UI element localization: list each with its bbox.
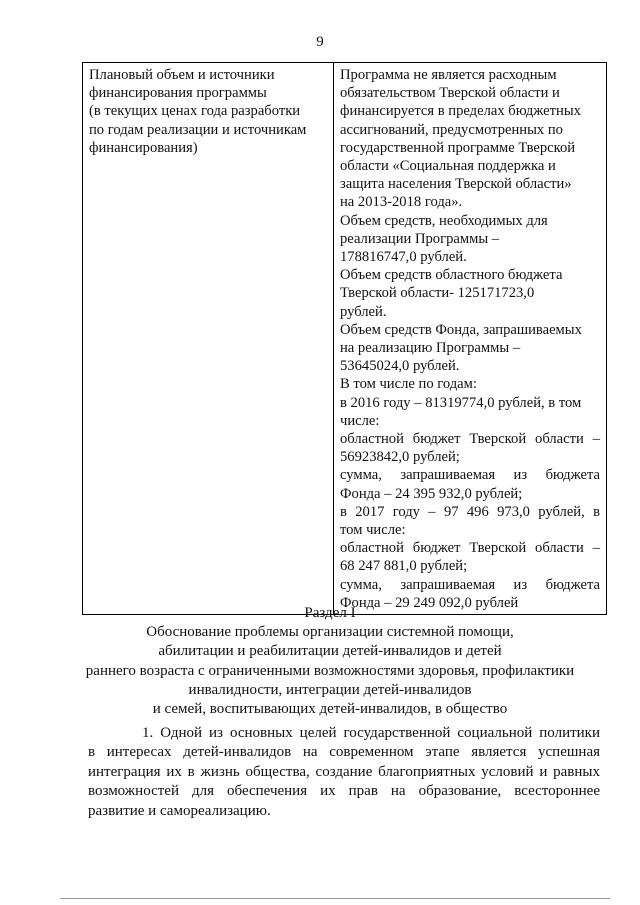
section-subtitle-line: и семей, воспитывающих детей-инвалидов, в общество	[152, 701, 508, 718]
value-line: Объем средств Фонда, запрашиваемых	[340, 321, 582, 338]
value-line: В том числе по годам:	[340, 376, 477, 393]
value-line: Программа не является расходным	[340, 67, 557, 83]
value-line: в 2016 году – 81319774,0 рублей, в том	[340, 394, 582, 411]
page-number: 9	[316, 34, 324, 50]
value-line: Фонда – 24 395 932,0 рублей;	[340, 485, 523, 502]
body-paragraph	[88, 724, 600, 821]
value-line: защита населения Тверской области»	[340, 176, 572, 193]
value-line: Тверской области- 125171723,0	[340, 285, 535, 302]
value-line: в 2017 году – 97 496 973,0 рублей, в	[340, 503, 600, 520]
program-passport-table	[82, 62, 607, 615]
value-line: областной бюджет Тверской области –	[340, 540, 600, 557]
value-line: 178816747,0 рублей.	[340, 249, 467, 266]
value-line: обязательством Тверской области и	[340, 85, 560, 102]
label-line: финансирования программы	[89, 85, 267, 102]
value-line: сумма, запрашиваемая из бюджета	[340, 576, 600, 593]
label-line: Плановый объем и источники	[89, 67, 275, 83]
value-line: реализации Программы –	[340, 230, 500, 247]
value-line: числе:	[340, 412, 380, 429]
value-line: 68 247 881,0 рублей;	[340, 558, 468, 575]
value-line: Фонда – 29 249 092,0 рублей	[340, 594, 519, 611]
value-line: государственной программе Тверской	[340, 139, 576, 156]
section-subtitle-line: абилитации и реабилитации детей-инвалидов и детей	[158, 643, 502, 660]
section-subtitle-line: раннего возраста с ограниченными возможностями здоровья, профилактики	[85, 662, 575, 679]
value-line: на 2013-2018 года».	[340, 194, 463, 211]
value-line: ассигнований, предусмотренных по	[340, 121, 563, 138]
funding-label-cell	[83, 63, 334, 615]
section-title: Раздел I	[304, 605, 356, 621]
label-line: (в текущих ценах года разработки	[89, 103, 301, 120]
paragraph-line: развитие и самореализацию.	[88, 802, 271, 819]
label-line: по годам реализации и источникам	[89, 121, 307, 138]
funding-value-cell	[334, 63, 607, 615]
value-line: сумма, запрашиваемая из бюджета	[340, 467, 600, 484]
value-line: том числе:	[340, 522, 406, 539]
value-line: рублей.	[340, 303, 387, 320]
value-line: финансируется в пределах бюджетных	[340, 103, 581, 120]
section-subtitle-line: инвалидности, интеграции детей-инвалидов	[188, 681, 472, 698]
value-line: 53645024,0 рублей.	[340, 358, 460, 375]
paragraph-line: возможностей для обеспечения их прав на образование, всестороннее	[88, 783, 600, 800]
value-line: на реализацию Программы –	[340, 340, 521, 357]
value-line: 56923842,0 рублей;	[340, 449, 460, 466]
bottom-rule	[60, 898, 610, 899]
paragraph-line: 1. Одной из основных целей государственной социальной политики	[142, 725, 600, 741]
table-row	[83, 63, 607, 615]
section-subtitle-line: Обоснование проблемы организации системной помощи,	[146, 624, 514, 641]
value-line: Объем средств областного бюджета	[340, 267, 563, 284]
value-line: Объем средств, необходимых для	[340, 212, 548, 229]
section-heading	[70, 604, 590, 719]
value-line: областной бюджет Тверской области –	[340, 431, 600, 448]
paragraph-line: в интересах детей-инвалидов на современном этапе является успешная	[88, 744, 600, 761]
label-line: финансирования)	[89, 139, 198, 156]
value-line: области «Социальная поддержка и	[340, 158, 556, 175]
paragraph-line: интеграция их в жизнь общества, создание благоприятных условий и равных	[88, 763, 600, 780]
